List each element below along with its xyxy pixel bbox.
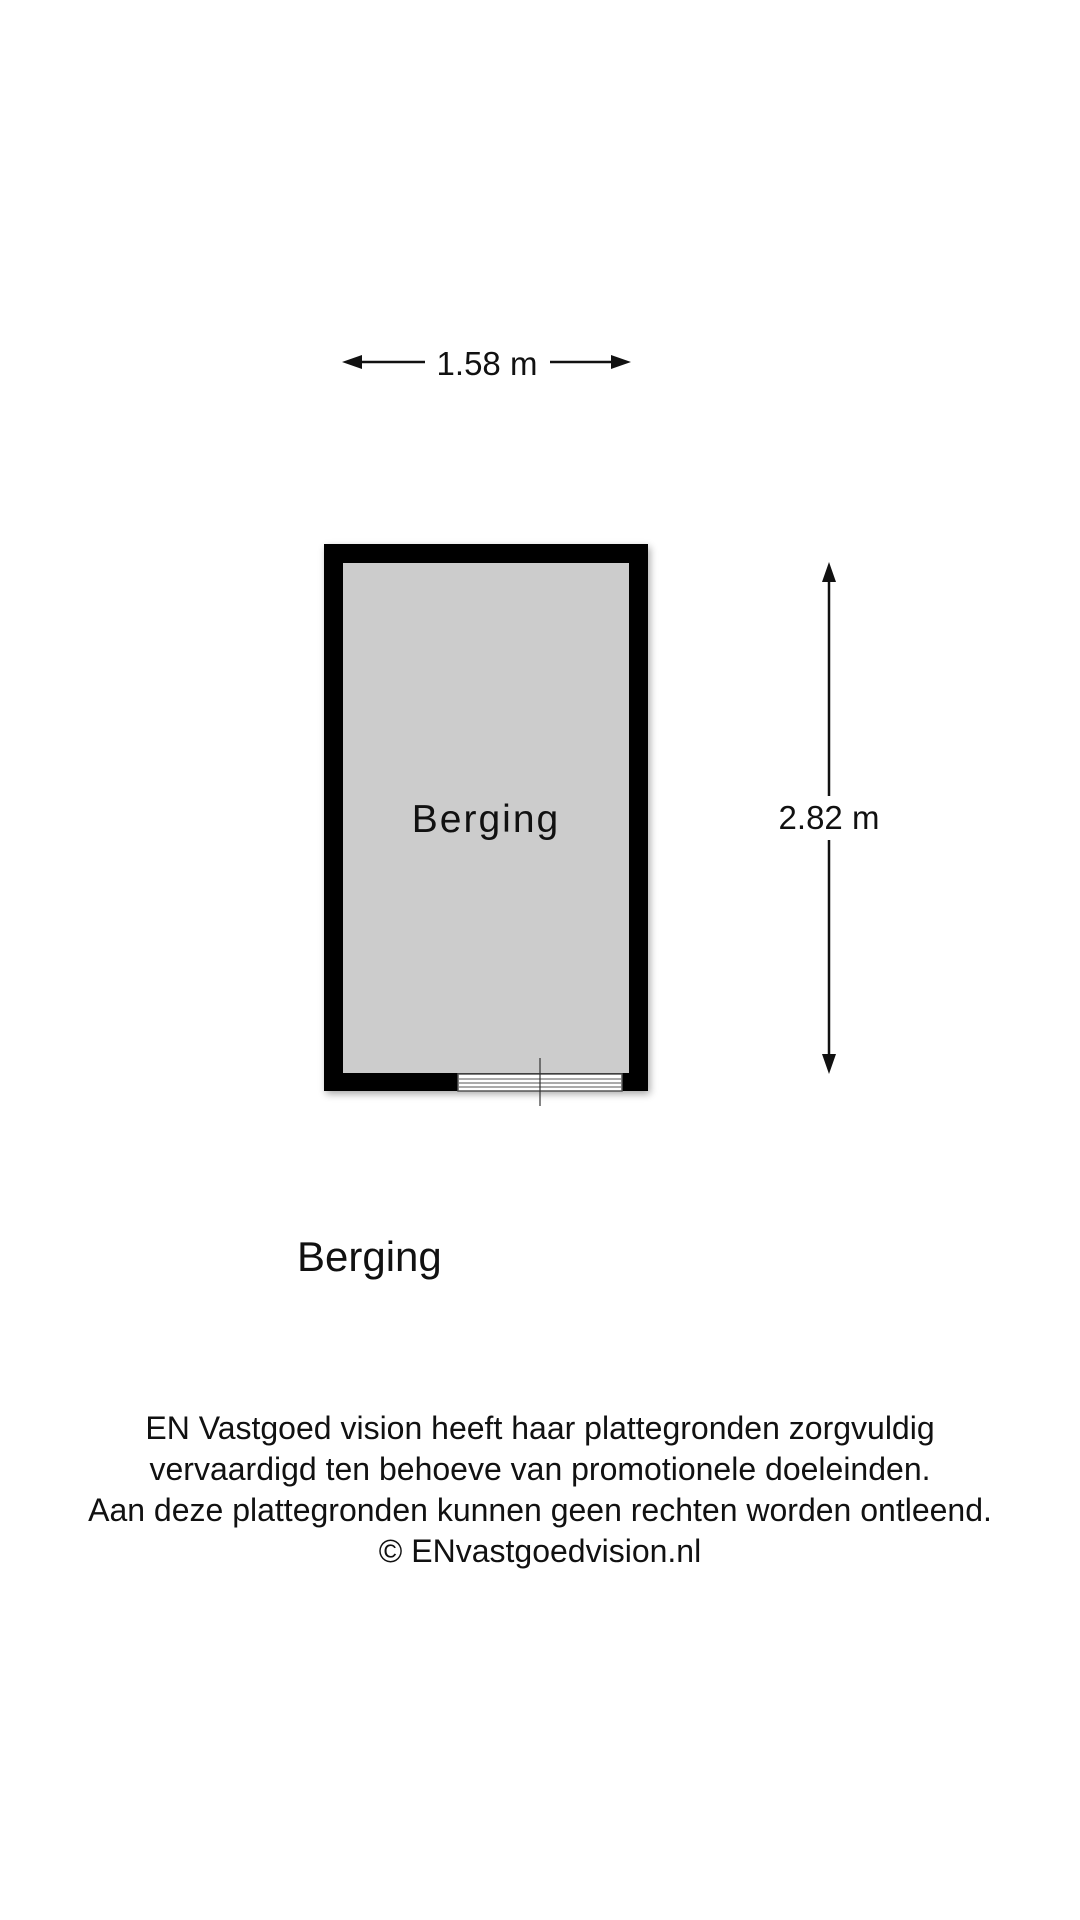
width-arrowhead-left <box>342 355 362 369</box>
width-arrowhead-right <box>611 355 631 369</box>
copyright-line: © ENvastgoedvision.nl <box>378 1533 702 1569</box>
height-dimension-label: 2.82 m <box>778 799 880 836</box>
disclaimer-line: EN Vastgoed vision heeft haar plattegronden zorgvuldig <box>145 1410 935 1446</box>
height-arrowhead-bottom <box>822 1054 836 1074</box>
width-dimension <box>342 345 631 382</box>
disclaimer-line: Aan deze plattegronden kunnen geen rechten worden ontleend. <box>88 1492 992 1528</box>
disclaimer-line: vervaardigd ten behoeve van promotionele doeleinden. <box>149 1451 931 1487</box>
room-label: Berging <box>411 798 561 841</box>
height-dimension <box>779 562 880 1074</box>
width-dimension-label: 1.58 m <box>436 345 538 382</box>
floor-title: Berging <box>297 1233 442 1280</box>
disclaimer <box>0 1408 1080 1572</box>
